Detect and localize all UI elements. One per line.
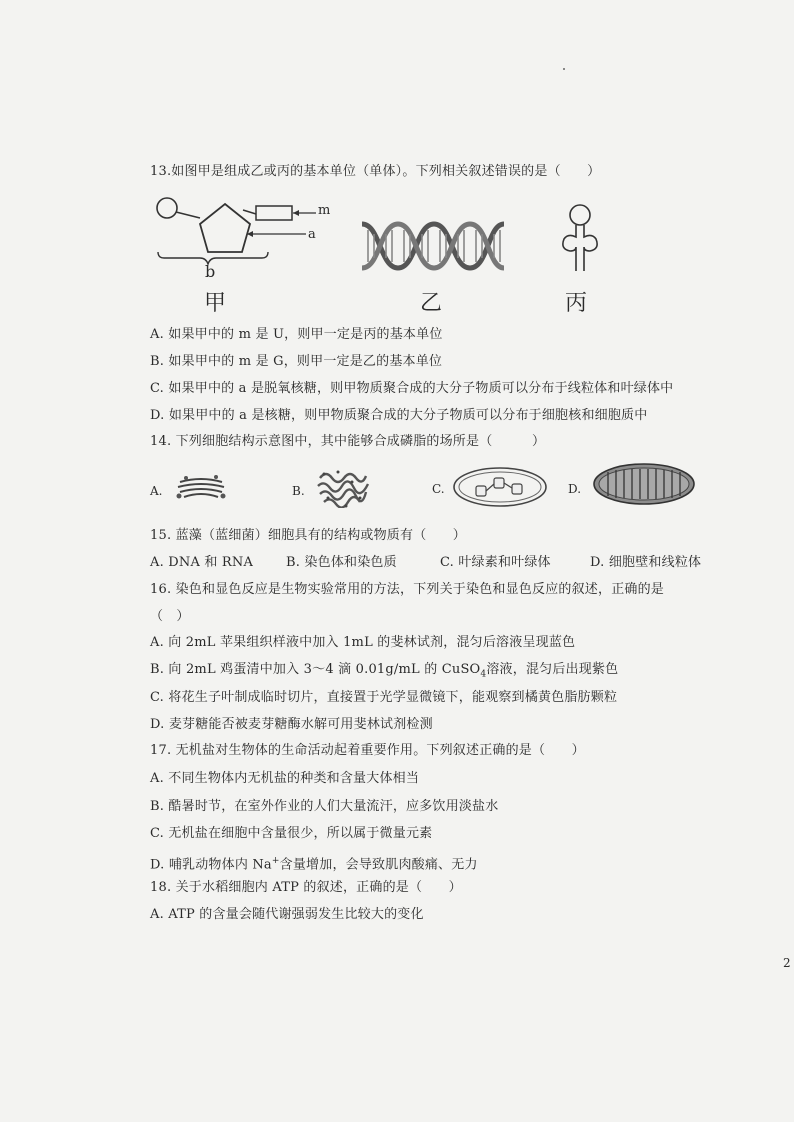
q18-stem: 18. 关于水稻细胞内 ATP 的叙述，正确的是（ ） <box>150 880 462 895</box>
q17-option-d-pre: D. 哺乳动物体内 Na <box>150 857 272 873</box>
q16-option-a: A. 向 2mL 苹果组织样液中加入 1mL 的斐林试剂，混匀后溶液呈现蓝色 <box>150 635 576 650</box>
q17-option-d-sup: + <box>271 856 280 866</box>
q17-option-a: A. 不同生物体内无机盐的种类和含量大体相当 <box>150 771 420 786</box>
q13-option-d: D. 如果甲中的 a 是核糖，则甲物质聚合成的大分子物质可以分布于细胞核和细胞质中 <box>150 408 648 423</box>
q14-stem: 14. 下列细胞结构示意图中，其中能够合成磷脂的场所是（ ） <box>150 434 546 449</box>
q15-option-b: B. 染色体和染色质 <box>286 555 397 570</box>
fig-label-bing: 丙 <box>565 291 588 316</box>
q15-option-d: D. 细胞壁和线粒体 <box>590 555 702 570</box>
trna-diagram <box>550 203 610 275</box>
q16-option-c: C. 将花生子叶制成临时切片，直接置于光学显微镜下，能观察到橘黄色脂肪颗粒 <box>150 690 618 705</box>
fig-label-yi: 乙 <box>420 291 443 316</box>
fig-label-a: a <box>308 227 316 242</box>
q13-option-c: C. 如果甲中的 a 是脱氧核糖，则甲物质聚合成的大分子物质可以分布于线粒体和叶绿体中 <box>150 381 674 396</box>
q14-label-d: D. <box>568 482 582 496</box>
q16-option-d: D. 麦芽糖能否被麦芽糖酶水解可用斐林试剂检测 <box>150 717 433 732</box>
q17-option-c: C. 无机盐在细胞中含量很少，所以属于微量元素 <box>150 826 433 841</box>
q13-option-a: A. 如果甲中的 m 是 U，则甲一定是丙的基本单位 <box>150 327 443 342</box>
q16-stem: 16. 染色和显色反应是生物实验常用的方法，下列关于染色和显色反应的叙述，正确的是 <box>150 582 665 597</box>
fig-label-m: m <box>318 203 331 218</box>
fig-label-jia: 甲 <box>204 291 227 316</box>
q16-option-b <box>150 661 618 684</box>
q15-option-c: C. 叶绿素和叶绿体 <box>440 555 551 570</box>
mitochondrion-diagram <box>592 462 696 506</box>
scan-speck <box>563 68 565 70</box>
q13-option-b: B. 如果甲中的 m 是 G，则甲一定是乙的基本单位 <box>150 354 443 369</box>
q16-option-b-pre: B. 向 2mL 鸡蛋清中加入 3～4 滴 0.01g/mL 的 CuSO <box>150 662 481 677</box>
q15-option-a: A. DNA 和 RNA <box>150 555 254 570</box>
q17-option-d <box>150 852 478 874</box>
q14-label-b: B. <box>292 484 305 498</box>
dna-helix-diagram <box>360 218 506 274</box>
q16-option-b-post: 溶液，混匀后出现紫色 <box>486 662 619 677</box>
q17-option-b: B. 酷暑时节，在室外作业的人们大量流汗，应多饮用淡盐水 <box>150 799 499 814</box>
q16-option-b-sub: 4 <box>480 669 487 680</box>
golgi-diagram <box>176 474 226 502</box>
q17-stem: 17. 无机盐对生物体的生命活动起着重要作用。下列叙述正确的是（ ） <box>150 743 585 758</box>
q16-stem-cont: （ ） <box>150 609 190 624</box>
q13-stem: 13.如图甲是组成乙或丙的基本单位（单体）。下列相关叙述错误的是（ ） <box>150 164 601 179</box>
q17-option-d-post: 含量增加，会导致肌肉酸痛、无力 <box>279 857 478 873</box>
endoplasmic-reticulum-diagram <box>316 466 370 508</box>
q18-option-a: A. ATP 的含量会随代谢强弱发生比较大的变化 <box>150 907 424 922</box>
q15-stem: 15. 蓝藻（蓝细菌）细胞具有的结构或物质有（ ） <box>150 528 467 543</box>
q14-label-c: C. <box>432 482 445 496</box>
page-number: 2 <box>783 956 791 970</box>
q14-label-a: A. <box>150 484 163 498</box>
chloroplast-diagram <box>452 466 548 508</box>
fig-label-b: b <box>205 262 216 281</box>
